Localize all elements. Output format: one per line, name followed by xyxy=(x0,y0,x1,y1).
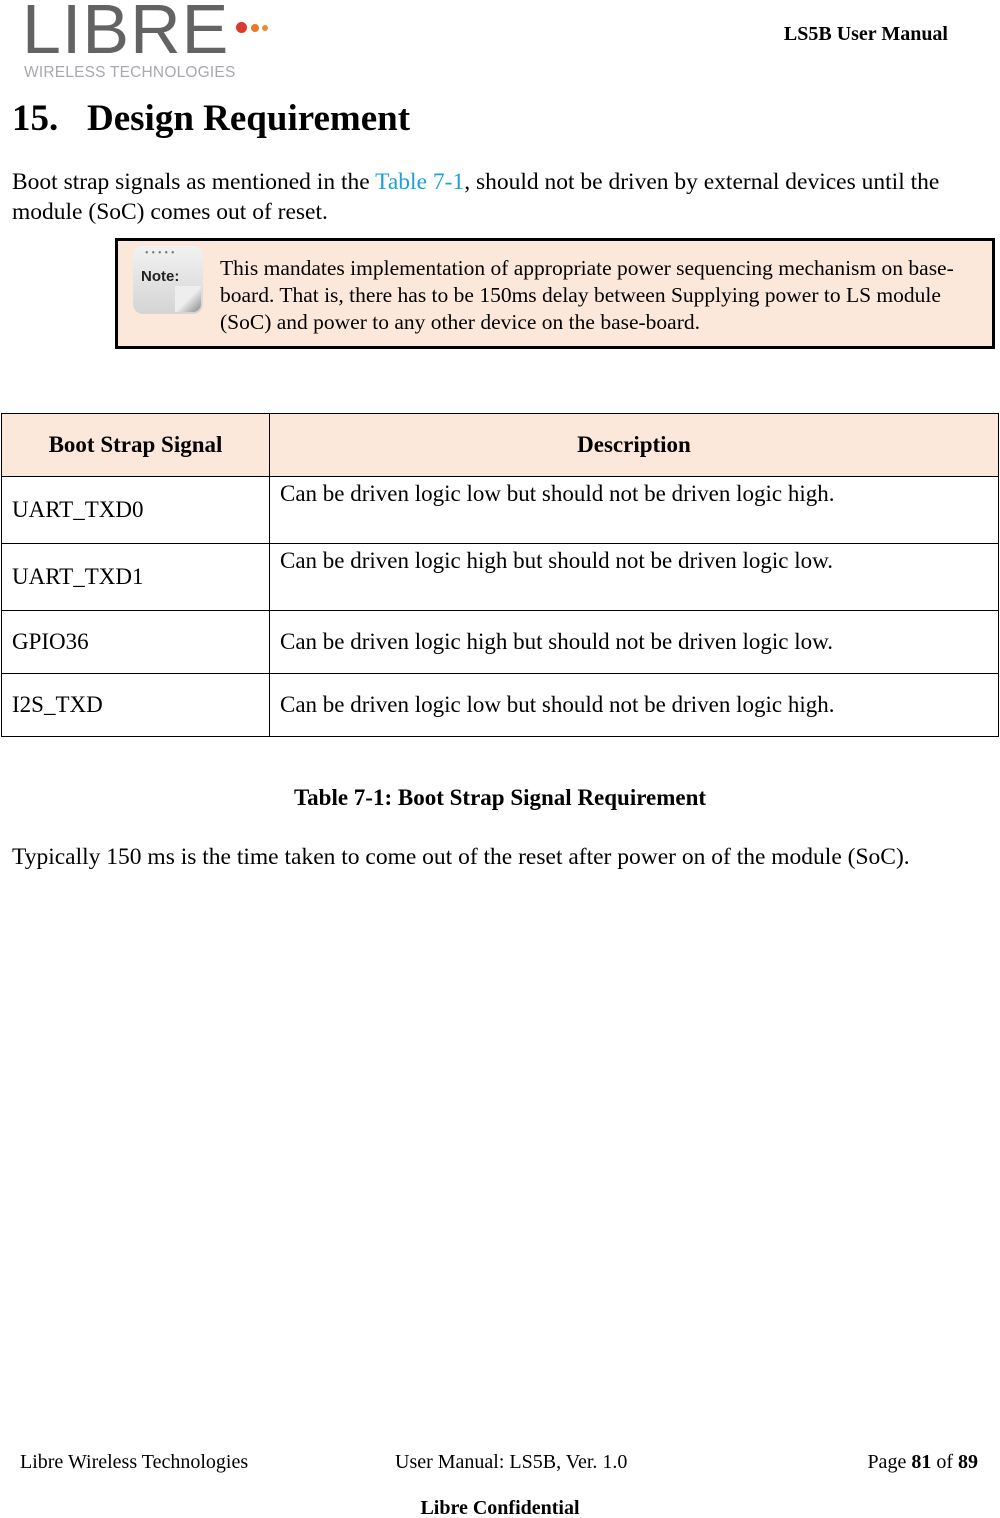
signal-cell: UART_TXD1 xyxy=(2,544,270,611)
note-icon: ••••• Note: xyxy=(133,246,203,314)
logo-dot xyxy=(262,25,268,31)
logo-wordmark: LIBRE xyxy=(22,0,230,68)
table-row xyxy=(2,544,999,611)
note-box xyxy=(115,238,995,349)
footer-company: Libre Wireless Technologies xyxy=(20,1451,249,1473)
current-page: 81 xyxy=(911,1451,932,1473)
section-number: 15. xyxy=(12,98,59,139)
column-header: Boot Strap Signal xyxy=(2,414,270,477)
header-doc-title: LS5B User Manual xyxy=(783,23,948,45)
total-pages: 89 xyxy=(958,1451,978,1473)
footer-manual: User Manual: LS5B, Ver. 1.0 xyxy=(395,1451,628,1473)
signal-cell: UART_TXD0 xyxy=(2,477,270,544)
footer-confidential: Libre Confidential xyxy=(420,1497,580,1518)
table-caption: Table 7-1: Boot Strap Signal Requirement xyxy=(293,785,707,810)
note-text: This mandates implementation of appropriate power sequencing mechanism on base-board. That is, there has to be 150ms delay between Supplying power to LS module (SoC) and power to any other device on the base-board. xyxy=(220,256,954,334)
logo-dot xyxy=(236,22,247,33)
closing-paragraph: Typically 150 ms is the time taken to come out of the reset after power on of the module (SoC). xyxy=(12,844,910,870)
intro-text: Boot strap signals as mentioned in the xyxy=(12,169,376,195)
description-cell: Can be driven logic high but should not be driven logic low. xyxy=(270,611,999,674)
logo-dot xyxy=(251,24,259,32)
libre-logo xyxy=(22,0,282,90)
page-of: of xyxy=(931,1451,958,1473)
table-row xyxy=(2,477,999,544)
intro-paragraph xyxy=(12,167,982,227)
note-icon-label: Note: xyxy=(141,268,180,285)
table-row xyxy=(2,674,999,737)
intro-text: , should not be driven by external devices until the module (SoC) comes out of reset. xyxy=(12,169,940,225)
table-row xyxy=(2,611,999,674)
table-header-row xyxy=(2,414,999,477)
description-cell: Can be driven logic low but should not be driven logic high. xyxy=(270,477,999,544)
section-heading xyxy=(12,98,410,140)
section-title: Design Requirement xyxy=(87,98,411,139)
description-cell: Can be driven logic low but should not be driven logic high. xyxy=(270,674,999,737)
description-cell: Can be driven logic high but should not be driven logic low. xyxy=(270,544,999,611)
table-reference-link[interactable]: Table 7-1 xyxy=(375,169,465,195)
signal-cell: I2S_TXD xyxy=(2,674,270,737)
column-header: Description xyxy=(270,414,999,477)
signal-cell: GPIO36 xyxy=(2,611,270,674)
boot-strap-table xyxy=(1,413,999,737)
logo-subtext: WIRELESS TECHNOLOGIES xyxy=(24,64,236,81)
page-label: Page xyxy=(867,1451,912,1473)
footer-page-number xyxy=(867,1450,978,1474)
